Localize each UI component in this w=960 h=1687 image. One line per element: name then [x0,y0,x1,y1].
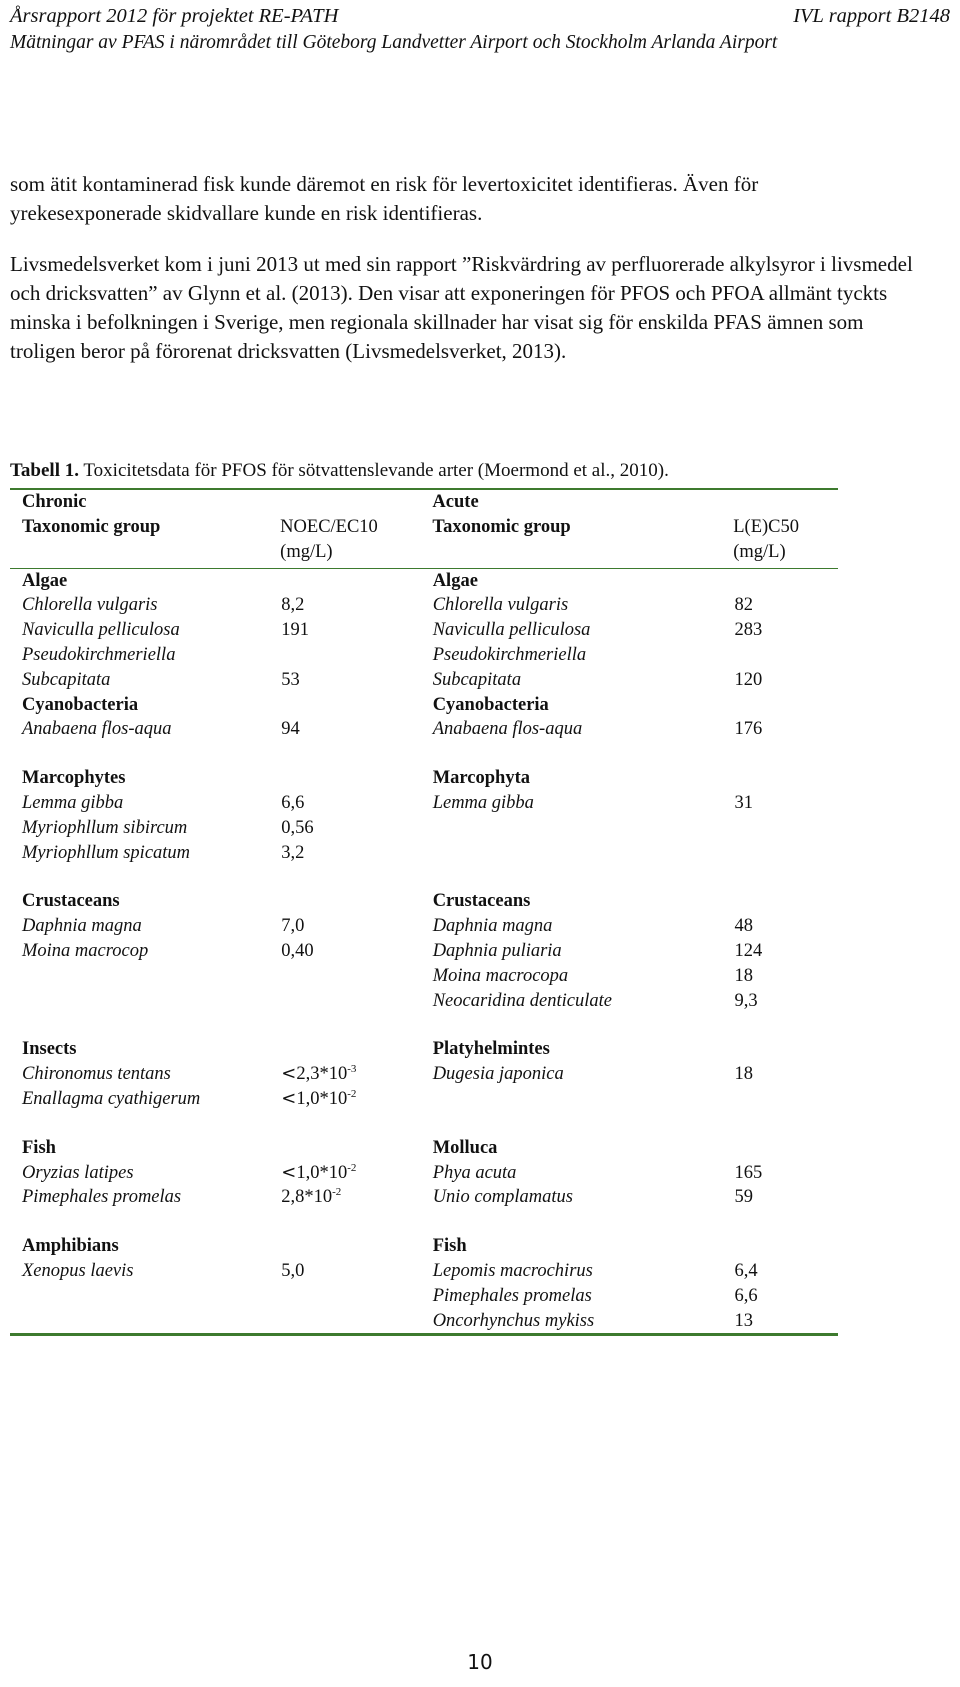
group-label: Amphibians [22,1236,119,1257]
page-number: 10 [467,1650,493,1674]
value: 7,0 [281,916,305,937]
header-subtitle: Mätningar av PFAS i närområdet till Göteborg Landvetter Airport och Stockholm Arlanda Airport [10,32,778,53]
col-taxon-acute: Taxonomic group [432,516,571,537]
species: Xenopus laevis [22,1260,134,1281]
value [281,1185,432,1210]
group-label: Crustaceans [22,891,120,912]
species: Myriophllum sibircum [22,817,188,838]
chronic-label: Chronic [22,492,87,512]
table-row [10,593,838,618]
species: Oncorhynchus mykiss [432,1310,595,1331]
table-row [10,1185,838,1210]
value: 124 [734,940,763,961]
species: Daphnia puliaria [432,940,562,961]
species: Moina macrocopa [432,965,569,986]
value: 53 [281,669,300,690]
group-label: Algae [22,570,68,591]
table-row [10,717,838,742]
species: Dugesia japonica [432,1064,564,1085]
species: Chironomus tentans [22,1064,171,1085]
table-row [10,841,838,866]
species: Oryzias latipes [22,1162,134,1183]
species: Lemma gibba [22,792,124,813]
value: 6,4 [734,1260,758,1281]
table-row [10,643,838,668]
group-label: Fish [432,1236,467,1257]
value: 18 [734,965,754,986]
species: Myriophllum spicatum [22,842,191,863]
value: 191 [281,620,310,641]
group-label: Insects [22,1039,77,1060]
species: Moina macrocop [22,940,149,961]
value [281,1161,432,1186]
table-bottom-rule [10,1333,838,1336]
species: Daphnia magna [432,916,553,937]
group-label: Molluca [432,1137,498,1158]
species: Neocaridina denticulate [432,990,612,1011]
table-row [10,791,838,816]
table-row [10,889,838,914]
value-base: 2,3*10 [296,1064,348,1085]
value [281,1062,432,1087]
value: 6,6 [734,1285,758,1306]
value: 48 [734,916,754,937]
species: Pimephales promelas [432,1285,592,1306]
table-row [10,1161,838,1186]
value: 31 [734,792,754,813]
table-row [10,816,838,841]
value-exponent: -2 [332,1186,342,1199]
value: 8,2 [281,595,305,616]
species: Daphnia magna [22,916,142,937]
table-row [10,618,838,643]
species: Anabaena flos-aqua [22,719,172,740]
species: Subcapitata [22,669,111,690]
table-row [10,914,838,939]
table-row [10,989,838,1014]
value-exponent: -3 [347,1062,357,1075]
less-than: < [281,1087,297,1109]
table-row [10,964,838,989]
value: 5,0 [281,1260,305,1281]
species: Pimephales promelas [22,1187,182,1208]
species: Pseudokirchmeriella [432,644,587,665]
species: Anabaena flos-aqua [432,719,583,740]
table-row [10,1259,838,1284]
col-noec: NOEC/EC10 [280,516,378,537]
running-header [10,2,950,56]
value: 165 [734,1162,763,1183]
table-row [10,939,838,964]
value: 0,40 [281,940,314,961]
value: 283 [734,620,763,641]
species: Subcapitata [432,669,522,690]
group-label: Algae [432,570,478,591]
group-label: Cyanobacteria [432,694,549,715]
group-label: Cyanobacteria [22,694,139,715]
less-than: < [281,1161,297,1183]
value-base: 1,0*10 [296,1088,348,1109]
value: 176 [734,719,763,740]
species: Naviculla pelliculosa [22,620,180,641]
table-row [10,1284,838,1309]
unit-acute: (mg/L) [733,541,786,562]
group-label: Platyhelmintes [432,1039,550,1060]
table-row [10,515,838,540]
value: 94 [281,719,300,740]
table-row [10,1062,838,1087]
species: Chlorella vulgaris [22,595,158,616]
species: Lepomis macrochirus [432,1260,593,1281]
table-row [10,1087,838,1112]
paragraph-1: som ätit kontaminerad fisk kunde däremot en risk för levertoxicitet identifieras. Även för yrekesexponerade skidvallare kunde en risk identifieras. [10,172,759,225]
toxicity-table [10,488,838,1336]
value: 59 [734,1187,754,1208]
group-label: Crustaceans [432,891,531,912]
value-exponent: -2 [347,1087,357,1100]
table-row [10,490,838,515]
value: 13 [734,1310,754,1331]
table-row [10,1037,838,1062]
table-row [10,668,838,693]
table-row [10,569,838,594]
table-row [10,766,838,791]
value [281,1087,432,1112]
species: Pseudokirchmeriella [22,644,176,665]
group-label: Fish [22,1137,56,1158]
table-row [10,1136,838,1161]
species: Phya acuta [432,1162,517,1183]
value-base: 1,0*10 [296,1162,348,1183]
value: 0,56 [281,817,314,838]
caption-label: Tabell 1. [10,460,79,481]
acute-label: Acute [432,492,479,512]
value: 6,6 [281,792,305,813]
header-title: Årsrapport 2012 för projektet RE-PATH [10,5,339,27]
value: 82 [734,595,754,616]
group-label: Marcophyta [432,768,530,789]
header-report-id: IVL rapport B2148 [793,5,950,27]
table-row [10,1309,838,1334]
caption-text: Toxicitetsdata för PFOS för sötvattenslevande arter (Moermond et al., 2010). [79,460,669,481]
species: Unio complamatus [432,1187,573,1208]
group-label: Marcophytes [22,768,126,789]
body-text [10,170,915,388]
species: Naviculla pelliculosa [432,620,591,641]
table-caption [10,459,669,483]
col-lc50: L(E)C50 [733,516,799,537]
paragraph-2: Livsmedelsverket kom i juni 2013 ut med sin rapport ”Riskvärdring av perfluorerade alkylsyror i livsmedel och dricksvatten” av Glynn et al. (2013). Den visar att exponeringen för PFOS och PFOA allmänt tyckts minska i befolkningen i Sverige, men regionala skillnader har visat sig för enskilda PFAS ämnen som troligen beror på förorenat dricksvatten (Livsmedelsverket, 2013). [10,252,913,363]
value: 18 [734,1064,754,1085]
value-exponent: -2 [347,1161,357,1174]
value: 120 [734,669,763,690]
species: Chlorella vulgaris [432,595,569,616]
table-row [10,1234,838,1259]
table-row [10,540,838,568]
value: 3,2 [281,842,305,863]
col-taxon-chronic: Taxonomic group [22,516,161,537]
table-row [10,693,838,718]
unit-chronic: (mg/L) [280,541,333,562]
species: Lemma gibba [432,792,534,813]
species: Enallagma cyathigerum [22,1088,201,1109]
value-base: 2,8*10 [281,1187,333,1208]
value: 9,3 [734,990,758,1011]
less-than: < [281,1063,297,1085]
